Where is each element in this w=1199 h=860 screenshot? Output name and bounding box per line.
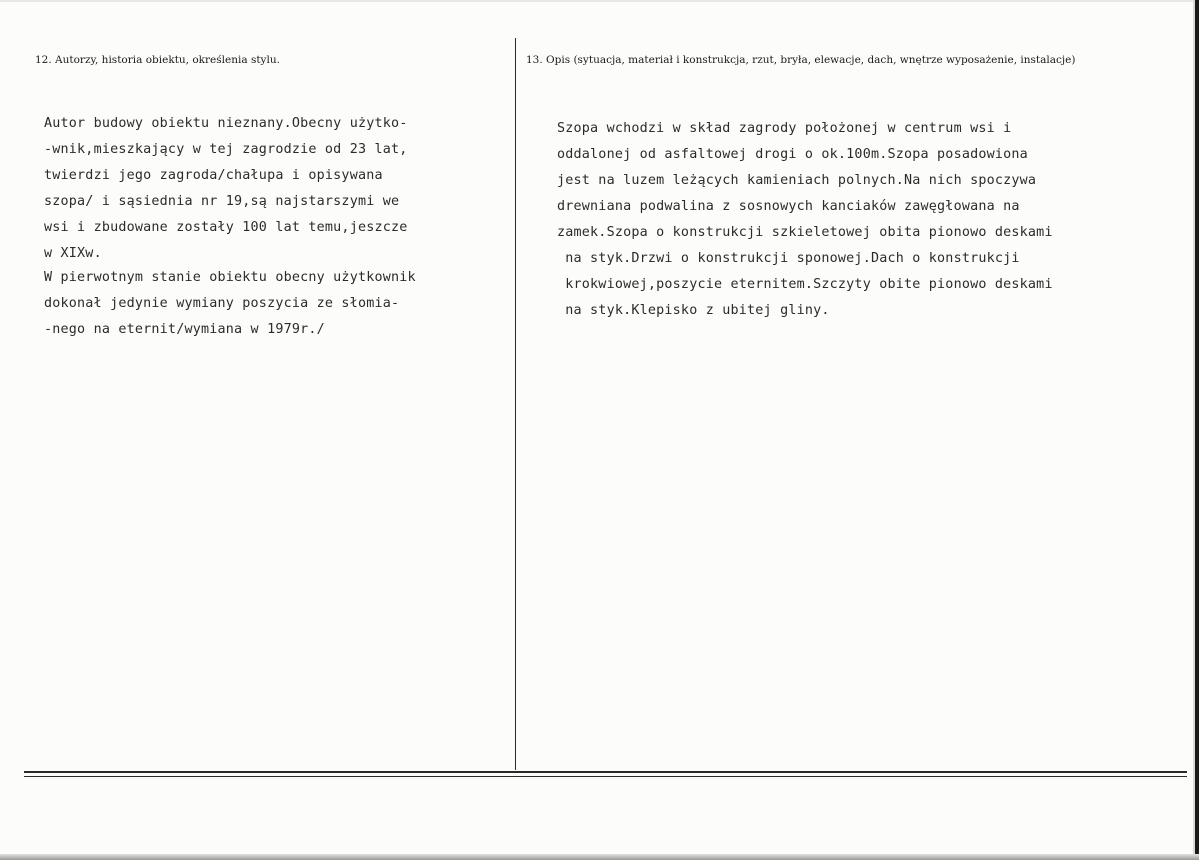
field-12-header: 12. Autorzy, historia obiektu, określenia stylu. bbox=[35, 54, 280, 66]
typed-line: szopa/ i sąsiednia nr 19,są najstarszymi we bbox=[44, 194, 400, 209]
column-divider bbox=[515, 38, 516, 770]
typed-line: oddalonej od asfaltowej drogi o ok.100m.Szopa posadowiona bbox=[557, 147, 1028, 162]
page-right-edge bbox=[1195, 0, 1199, 860]
page-top-edge bbox=[0, 0, 1199, 2]
typed-line: -nego na eternit/wymiana w 1979r./ bbox=[44, 322, 325, 337]
typed-line: zamek.Szopa o konstrukcji szkieletowej obita pionowo deskami bbox=[557, 225, 1053, 240]
typed-line: drewniana podwalina z sosnowych kanciaków zawęgłowana na bbox=[557, 199, 1020, 214]
bottom-rule bbox=[24, 771, 1187, 773]
typed-line: na styk.Klepisko z ubitej gliny. bbox=[557, 303, 830, 318]
typed-line: na styk.Drzwi o konstrukcji sponowej.Dach o konstrukcji bbox=[557, 251, 1020, 266]
typed-line: dokonał jedynie wymiany poszycia ze słomia- bbox=[44, 296, 400, 311]
field-13-header: 13. Opis (sytuacja, materiał i konstrukcja, rzut, bryła, elewacje, dach, wnętrze wyposażenie, instalacje) bbox=[526, 54, 1076, 66]
typed-line: Autor budowy obiektu nieznany.Obecny użytko- bbox=[44, 116, 408, 131]
typed-line: -wnik,mieszkający w tej zagrodzie od 23 lat, bbox=[44, 142, 408, 157]
page-bottom-edge bbox=[0, 854, 1199, 860]
typed-line: Szopa wchodzi w skład zagrody położonej w centrum wsi i bbox=[557, 121, 1012, 136]
typed-line: krokwiowej,poszycie eternitem.Szczyty obite pionowo deskami bbox=[557, 277, 1053, 292]
typed-line: w XIXw. bbox=[44, 246, 102, 261]
typed-line: W pierwotnym stanie obiektu obecny użytkownik bbox=[44, 270, 416, 285]
typed-line: wsi i zbudowane zostały 100 lat temu,jeszcze bbox=[44, 220, 408, 235]
bottom-rule-secondary bbox=[24, 776, 1187, 777]
typed-line: jest na luzem leżących kamieniach polnych.Na nich spoczywa bbox=[557, 173, 1037, 188]
typed-line: twierdzi jego zagroda/chałupa i opisywana bbox=[44, 168, 383, 183]
